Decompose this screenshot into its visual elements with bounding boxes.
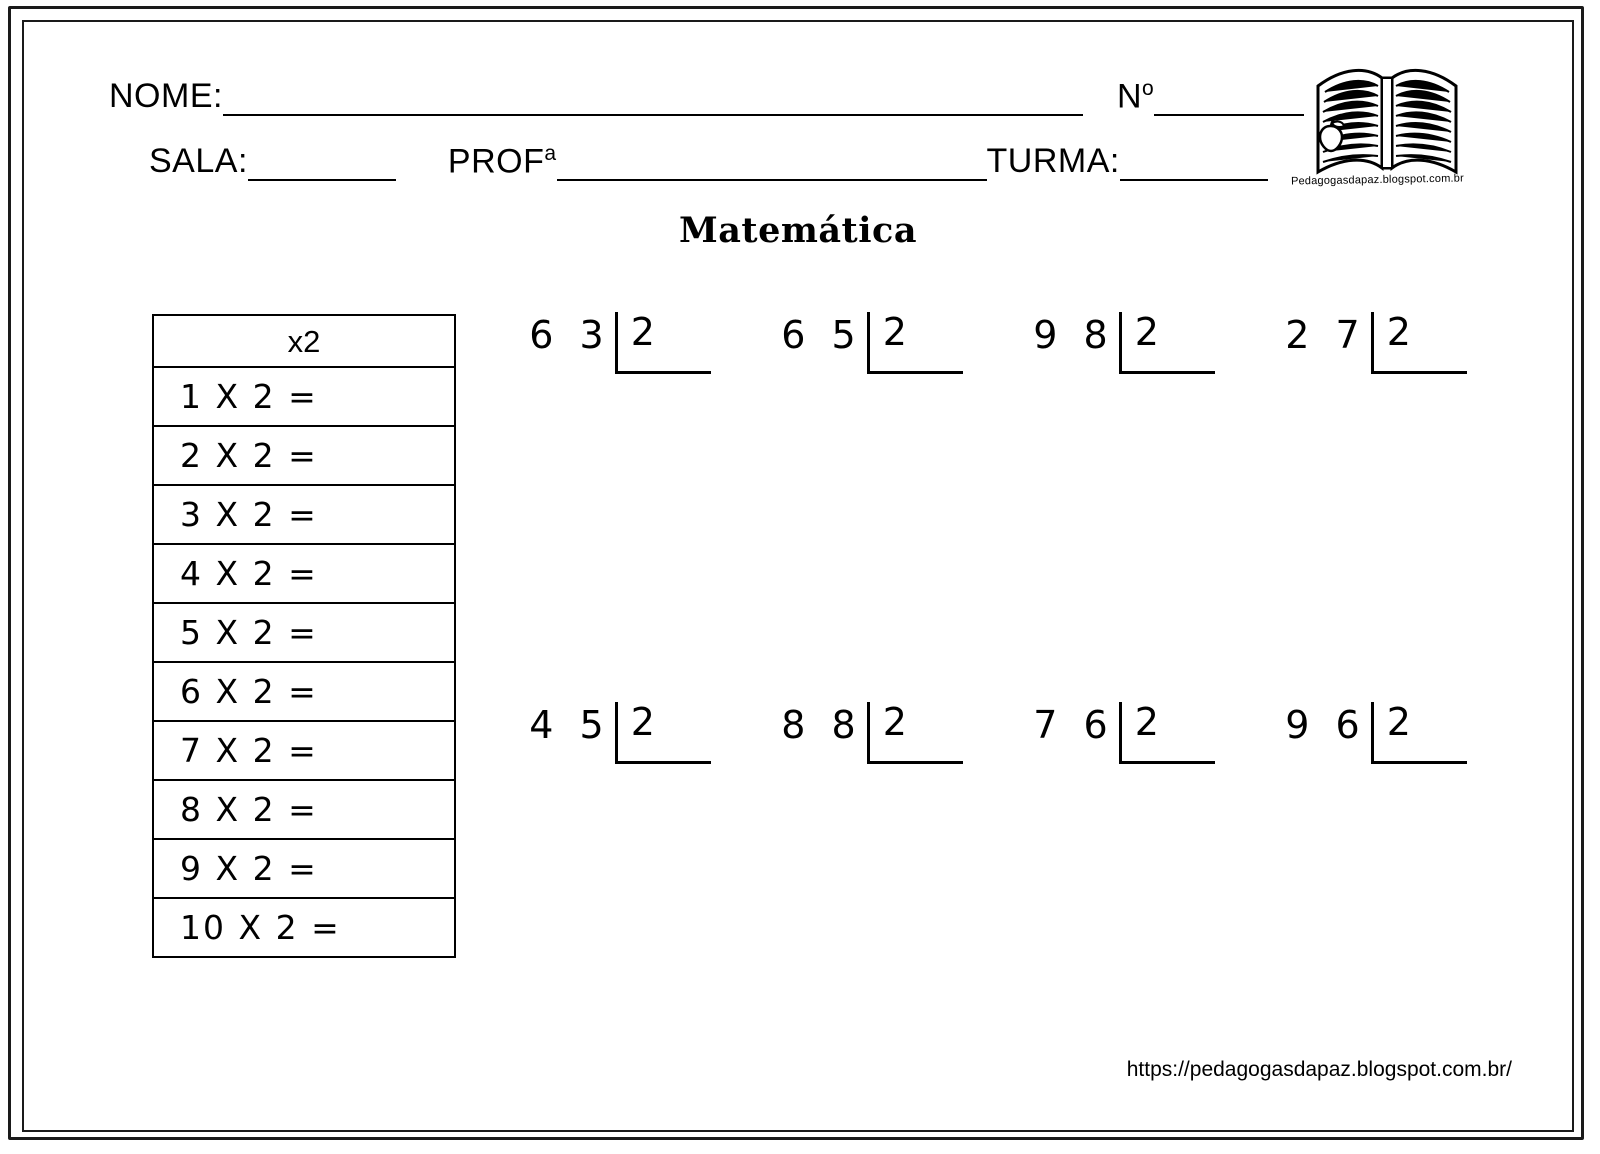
- logo-caption: Pedagogasdapaz.blogspot.com.br: [1290, 172, 1465, 188]
- number-label: $N^o$: [1116, 77, 1155, 116]
- divisor: 2: [1386, 310, 1411, 354]
- times-table-row[interactable]: 4 X 2 =: [154, 545, 454, 604]
- divisor: 2: [882, 310, 907, 354]
- times-table-header: x2: [154, 316, 454, 368]
- room-blank-line[interactable]: [248, 149, 396, 181]
- times-table-row[interactable]: 10 X 2 =: [180, 908, 341, 947]
- divisor: 2: [630, 700, 655, 744]
- page-title: Matemática: [678, 210, 918, 251]
- header-row-name: [109, 77, 1304, 116]
- times-table-row[interactable]: 1 X 2 =: [154, 368, 454, 427]
- division-problem[interactable]: [746, 290, 998, 680]
- teacher-label: PROF$^a$: [447, 142, 557, 181]
- header-row-class: [149, 142, 1268, 181]
- dividend: 6 5: [781, 313, 863, 357]
- division-problem[interactable]: [998, 290, 1250, 680]
- dividend: 7 6: [1033, 703, 1115, 747]
- division-bracket: [867, 312, 963, 404]
- division-problem[interactable]: [494, 680, 746, 1070]
- name-label: NOME:: [109, 77, 223, 116]
- worksheet-sheet: [22, 20, 1574, 1132]
- dividend: 6 3: [529, 313, 611, 357]
- times-table-row[interactable]: 3 X 2 =: [154, 486, 454, 545]
- division-problem[interactable]: [746, 680, 998, 1070]
- class-blank-line[interactable]: [1120, 149, 1268, 181]
- division-bracket: [1371, 702, 1467, 794]
- times-table: [152, 314, 456, 958]
- division-problem[interactable]: [998, 680, 1250, 1070]
- dividend: 9 6: [1285, 703, 1367, 747]
- division-exercises: [494, 290, 1504, 1070]
- division-problem[interactable]: [1250, 680, 1502, 1070]
- division-problem[interactable]: [1250, 290, 1502, 680]
- divisor: 2: [630, 310, 655, 354]
- division-bracket: [1371, 312, 1467, 404]
- times-table-row[interactable]: 5 X 2 =: [154, 604, 454, 663]
- division-bracket: [615, 312, 711, 404]
- division-bracket: [867, 702, 963, 794]
- footer-url[interactable]: https://pedagogasdapaz.blogspot.com.br/: [1126, 1058, 1512, 1081]
- times-table-row[interactable]: 7 X 2 =: [154, 722, 454, 781]
- divisor: 2: [1386, 700, 1411, 744]
- times-table-row[interactable]: 9 X 2 =: [154, 840, 454, 899]
- dividend: 4 5: [529, 703, 611, 747]
- divisor: 2: [882, 700, 907, 744]
- dividend: 2 7: [1285, 313, 1367, 357]
- class-label: TURMA:: [986, 142, 1120, 181]
- division-bracket: [1119, 312, 1215, 404]
- dividend: 9 8: [1033, 313, 1115, 357]
- division-problem[interactable]: [494, 290, 746, 680]
- times-table-row[interactable]: 8 X 2 =: [154, 781, 454, 840]
- divisor: 2: [1134, 310, 1159, 354]
- number-blank-line[interactable]: [1154, 84, 1304, 116]
- times-table-row[interactable]: 6 X 2 =: [154, 663, 454, 722]
- teacher-blank-line[interactable]: [557, 149, 987, 181]
- name-blank-line[interactable]: [223, 84, 1083, 116]
- room-label: SALA:: [149, 142, 248, 181]
- times-table-row[interactable]: 2 X 2 =: [154, 427, 454, 486]
- open-book-icon: [1312, 60, 1462, 190]
- division-bracket: [1119, 702, 1215, 794]
- dividend: 8 8: [781, 703, 863, 747]
- divisor: 2: [1134, 700, 1159, 744]
- division-bracket: [615, 702, 711, 794]
